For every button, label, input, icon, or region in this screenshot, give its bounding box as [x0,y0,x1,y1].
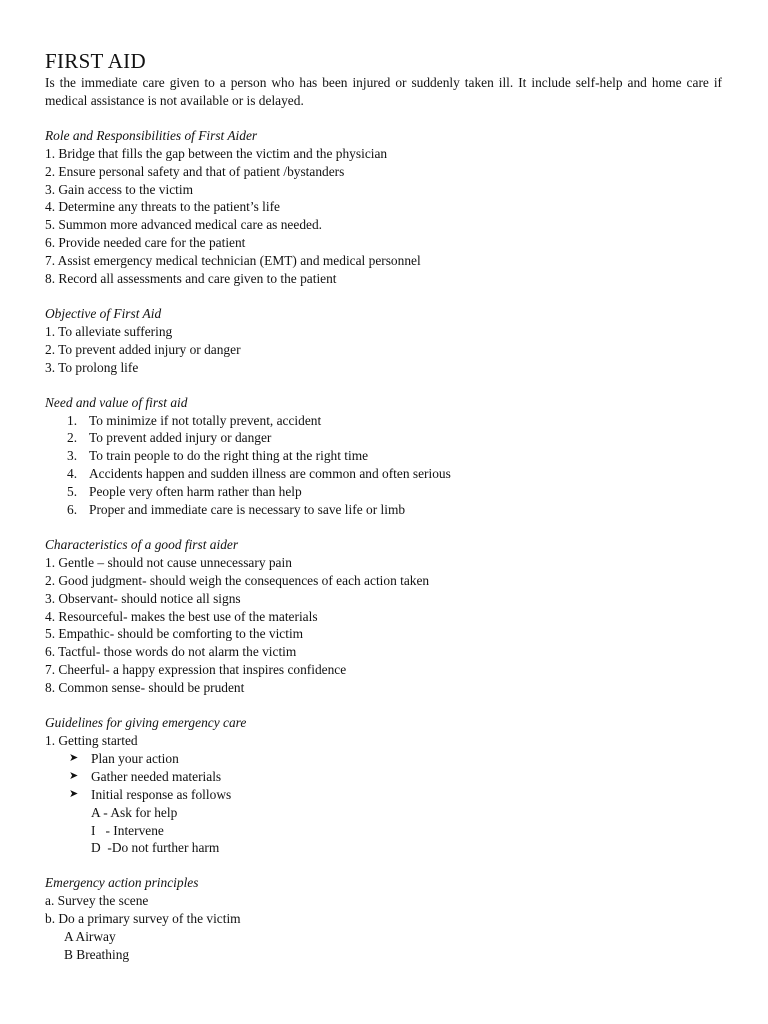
list-number: 5. [67,484,78,500]
characteristics-heading: Characteristics of a good first aider [45,536,239,552]
principles-heading: Emergency action principles [45,875,199,891]
list-item [45,750,722,768]
intro-paragraph: Is the immediate care given to a person who has been injured or suddenly taken ill. It include self-help and home care if medical assistance is not available or is delayed. [45,75,722,108]
list-item: 6. Provide needed care for the patient [45,235,246,251]
list-text: To prevent added injury or danger [89,430,272,446]
list-item: 5. Summon more advanced medical care as needed. [45,217,322,233]
list-item: A Airway [64,929,116,945]
list-text: Gather needed materials [91,768,222,784]
list-item [45,412,722,430]
list-item: 4. Resourceful- makes the best use of the materials [45,608,318,624]
list-item: 4. Determine any threats to the patient’s life [45,199,281,215]
objectives-list [45,323,722,377]
list-item: 3. Observant- should notice all signs [45,590,241,606]
list-item [45,786,722,804]
list-text: Initial response as follows [91,786,232,802]
list-item: 7. Cheerful- a happy expression that inspires confidence [45,662,347,678]
need-list [45,412,722,519]
roles-list [45,145,722,288]
list-text: Proper and immediate care is necessary to save life or limb [89,502,406,518]
list-item: 1. Getting started [45,733,138,748]
list-text: To minimize if not totally prevent, accident [89,412,322,428]
arrow-bullet-icon: ➤ [69,787,79,800]
document-page [45,48,722,964]
document-title: FIRST AID [45,49,146,73]
list-item: 7. Assist emergency medical technician (EMT) and medical personnel [45,253,421,269]
list-text: People very often harm rather than help [89,484,302,500]
list-item: I - Intervene [91,822,164,838]
list-item [45,768,722,786]
arrow-bullet-icon: ➤ [69,751,79,764]
list-number: 2. [67,430,78,446]
roles-heading: Role and Responsibilities of First Aider [45,127,258,143]
list-item: 2. Ensure personal safety and that of patient /bystanders [45,163,345,179]
list-number: 1. [67,412,78,428]
aid-acronym-list [45,804,722,858]
primary-survey-list [45,928,722,964]
list-item: 1. Bridge that fills the gap between the victim and the physician [45,145,388,161]
list-item: 5. Empathic- should be comforting to the victim [45,626,304,642]
list-item: 3. To prolong life [45,359,139,375]
list-item: D -Do not further harm [91,840,220,856]
list-item: A - Ask for help [91,804,178,820]
list-number: 6. [67,502,78,518]
list-item [45,447,722,465]
list-item: 2. To prevent added injury or danger [45,341,241,357]
list-item [45,483,722,501]
guidelines-list [45,732,722,750]
list-text: Accidents happen and sudden illness are common and often serious [89,466,451,482]
need-heading: Need and value of first aid [45,394,188,410]
guidelines-bullets [45,750,722,804]
guidelines-heading: Guidelines for giving emergency care [45,715,247,731]
characteristics-list [45,554,722,697]
list-item: 1. To alleviate suffering [45,323,173,339]
list-item: 3. Gain access to the victim [45,181,193,197]
list-item: 6. Tactful- those words do not alarm the victim [45,644,297,660]
list-text: Plan your action [91,750,179,766]
list-item: 8. Record all assessments and care given to the patient [45,271,337,287]
list-item: B Breathing [64,946,130,962]
list-item: a. Survey the scene [45,893,149,909]
list-item: 2. Good judgment- should weigh the consequences of each action taken [45,572,430,588]
list-item [45,501,722,519]
list-item: 1. Gentle – should not cause unnecessary pain [45,554,292,570]
arrow-bullet-icon: ➤ [69,769,79,782]
list-item [45,429,722,447]
list-item: 8. Common sense- should be prudent [45,680,245,696]
principles-list [45,892,722,928]
list-number: 4. [67,466,78,482]
list-text: To train people to do the right thing at the right time [89,448,369,464]
list-item: b. Do a primary survey of the victim [45,911,241,927]
list-number: 3. [67,448,78,464]
objectives-heading: Objective of First Aid [45,305,162,321]
list-item [45,465,722,483]
